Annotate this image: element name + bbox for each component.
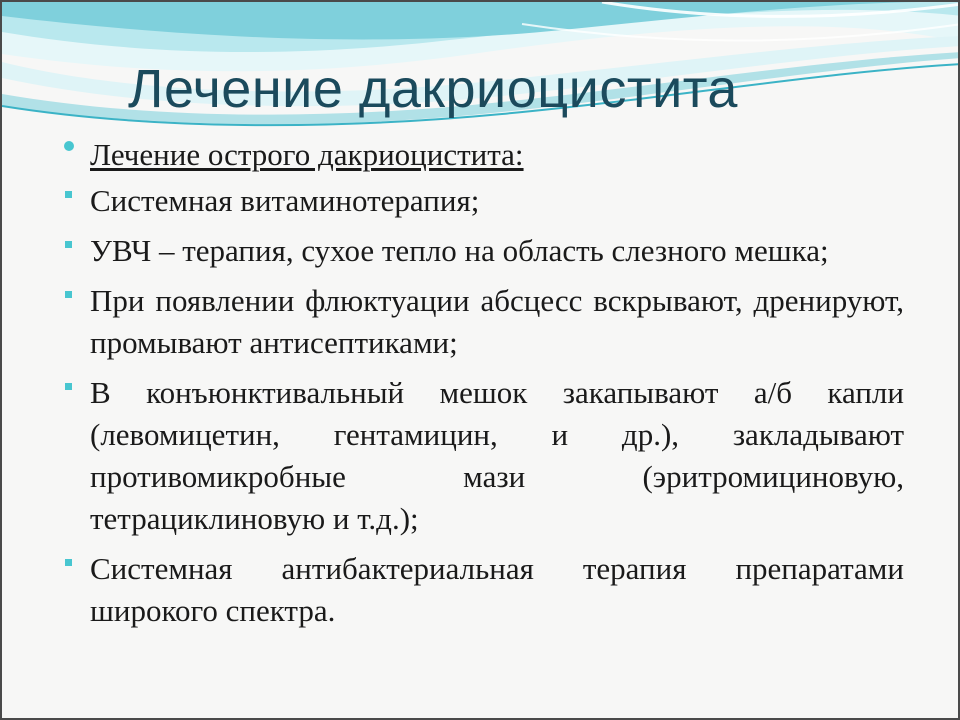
list-item-text: УВЧ – терапия, сухое тепло на область слезного мешка;	[90, 233, 829, 268]
square-bullet-icon	[60, 372, 82, 414]
bullet-list	[60, 134, 904, 632]
square-bullet-icon	[60, 280, 82, 322]
square-bullet-icon	[60, 548, 82, 590]
slide-title: Лечение дакриоцистита	[128, 59, 738, 119]
square-bullet-icon	[60, 230, 82, 272]
list-item	[60, 180, 904, 222]
list-item-heading	[60, 134, 904, 176]
list-item-text: Системная антибактериальная терапия препаратами широкого спектра.	[90, 551, 904, 628]
round-bullet-icon	[60, 134, 82, 176]
list-item-text: Системная витаминотерапия;	[90, 183, 480, 218]
square-bullet-icon	[60, 180, 82, 222]
list-item	[60, 372, 904, 540]
list-item-text: Лечение острого дакриоцистита:	[90, 137, 524, 172]
list-item	[60, 280, 904, 364]
list-item	[60, 230, 904, 272]
list-item	[60, 548, 904, 632]
list-item-text: В конъюнктивальный мешок закапывают а/б капли (левомицетин, гентамицин, и др.), закладывают противомикробные мази (эритромициновую, тетрациклиновую и т.д.);	[90, 375, 904, 536]
list-item-text: При появлении флюктуации абсцесс вскрывают, дренируют, промывают антисептиками;	[90, 283, 904, 360]
